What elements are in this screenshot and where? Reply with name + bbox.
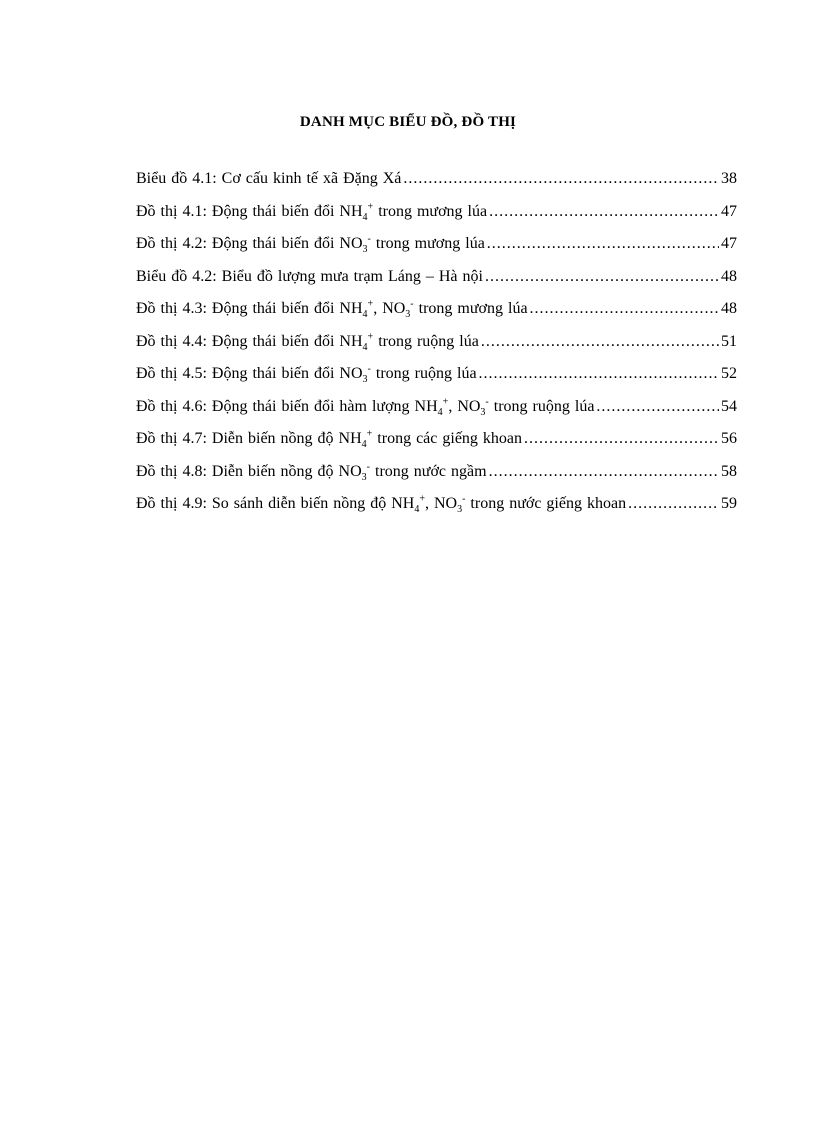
toc-entry-title	[136, 398, 594, 416]
toc-text-segment: trong các giếng khoan	[372, 430, 523, 447]
toc-entry[interactable]	[136, 495, 737, 528]
toc-text-segment: trong ruộng lúa	[373, 332, 479, 350]
toc-page-number: 58	[721, 462, 737, 480]
dot-leader	[628, 495, 719, 513]
toc-entry[interactable]	[136, 170, 737, 203]
toc-page-number: 48	[721, 300, 737, 317]
toc-entry[interactable]	[136, 235, 737, 268]
toc-text-segment: Đồ thị 4.9: So sánh diễn biến nồng độ NH	[136, 495, 415, 512]
superscript: -	[367, 233, 371, 245]
superscript: +	[419, 493, 425, 505]
toc-entry[interactable]	[136, 430, 737, 463]
toc-entry-title	[136, 268, 483, 286]
toc-page-number: 48	[721, 267, 737, 285]
superscript: -	[367, 363, 371, 375]
dot-leader	[479, 365, 719, 383]
toc-entry[interactable]	[136, 365, 737, 398]
toc-text-segment: Biểu đồ 4.1: Cơ cấu kinh tế xã Đặng Xá	[136, 170, 402, 187]
dot-leader	[530, 300, 719, 318]
toc-text-segment: trong mương lúa	[373, 202, 488, 220]
toc-entry-title	[136, 333, 479, 351]
toc-page-number: 56	[721, 430, 737, 447]
superscript: +	[367, 201, 374, 213]
dot-leader	[489, 463, 719, 481]
toc-page-number: 38	[721, 170, 737, 187]
toc-entry-title	[136, 203, 487, 221]
subscript: 3	[362, 374, 368, 386]
toc-text-segment: trong nước giếng khoan	[465, 495, 627, 512]
toc-entry-title	[136, 298, 528, 321]
toc-entry[interactable]	[136, 463, 737, 496]
subscript: 3	[362, 244, 368, 256]
toc-entry[interactable]	[136, 398, 737, 431]
toc-entry-title	[136, 233, 485, 256]
subscript: 3	[457, 504, 463, 516]
toc-page-number: 59	[721, 495, 737, 512]
toc-entry[interactable]	[136, 268, 737, 301]
superscript: -	[410, 298, 414, 310]
page-title: DANH MỤC BIỂU ĐỒ, ĐỒ THỊ	[299, 114, 517, 130]
dot-leader	[403, 170, 719, 188]
toc-text-segment: Đồ thị 4.7: Diễn biến nồng độ NH	[136, 430, 362, 447]
toc-text-segment: , NO	[373, 300, 406, 317]
toc-text-segment: Đồ thị 4.1: Động thái biến đổi NH	[136, 202, 363, 220]
dot-leader	[481, 333, 719, 351]
toc-page-number: 47	[721, 235, 737, 252]
superscript: +	[367, 298, 374, 310]
superscript: +	[366, 428, 373, 440]
superscript: -	[462, 493, 466, 505]
superscript: -	[366, 461, 370, 473]
subscript: 4	[362, 211, 368, 223]
toc-page-number: 51	[721, 332, 737, 350]
dot-leader	[524, 430, 719, 448]
subscript: 4	[362, 341, 368, 353]
toc-text-segment: trong mương lúa	[413, 300, 528, 317]
toc-entry[interactable]	[136, 300, 737, 333]
subscript: 4	[361, 439, 367, 451]
subscript: 3	[405, 309, 411, 321]
toc-text-segment: , NO	[424, 495, 458, 512]
toc-text-segment: trong ruộng lúa	[370, 365, 477, 382]
subscript: 4	[437, 406, 443, 418]
toc-entry[interactable]	[136, 333, 737, 366]
toc-text-segment: Đồ thị 4.6: Động thái biến đổi hàm lượng NH	[136, 397, 438, 415]
toc-entry-title	[136, 428, 523, 451]
toc-entry-title	[136, 463, 487, 481]
superscript: +	[442, 396, 449, 408]
toc-text-segment: Đồ thị 4.3: Động thái biến đổi NH	[136, 300, 363, 317]
toc-page-number: 54	[721, 397, 737, 415]
subscript: 3	[361, 471, 367, 483]
toc-text-segment: trong mương lúa	[370, 235, 485, 252]
toc-text-segment: trong ruộng lúa	[488, 397, 595, 415]
toc-entry[interactable]	[136, 203, 737, 236]
table-of-figures	[136, 170, 737, 528]
toc-entry-title	[136, 363, 477, 386]
toc-entry-title	[136, 170, 401, 188]
toc-text-segment: Đồ thị 4.2: Động thái biến đổi NO	[136, 235, 363, 252]
toc-text-segment: Đồ thị 4.5: Động thái biến đổi NO	[136, 365, 363, 382]
dot-leader	[489, 203, 719, 221]
toc-text-segment: Đồ thị 4.8: Diễn biến nồng độ NO	[136, 462, 362, 480]
superscript: -	[485, 396, 489, 408]
dot-leader	[487, 235, 719, 253]
subscript: 3	[480, 406, 486, 418]
toc-text-segment: , NO	[448, 397, 481, 415]
dot-leader	[596, 398, 719, 416]
toc-entry-title	[136, 493, 627, 516]
toc-page-number: 52	[721, 365, 737, 382]
toc-text-segment: Biểu đồ 4.2: Biểu đồ lượng mưa trạm Láng – Hà nội	[136, 267, 483, 285]
toc-text-segment: Đồ thị 4.4: Động thái biến đổi NH	[136, 332, 363, 350]
subscript: 4	[362, 309, 368, 321]
toc-text-segment: trong nước ngầm	[370, 462, 487, 480]
superscript: +	[367, 331, 374, 343]
subscript: 4	[414, 504, 420, 516]
dot-leader	[485, 268, 719, 286]
toc-page-number: 47	[721, 202, 737, 220]
